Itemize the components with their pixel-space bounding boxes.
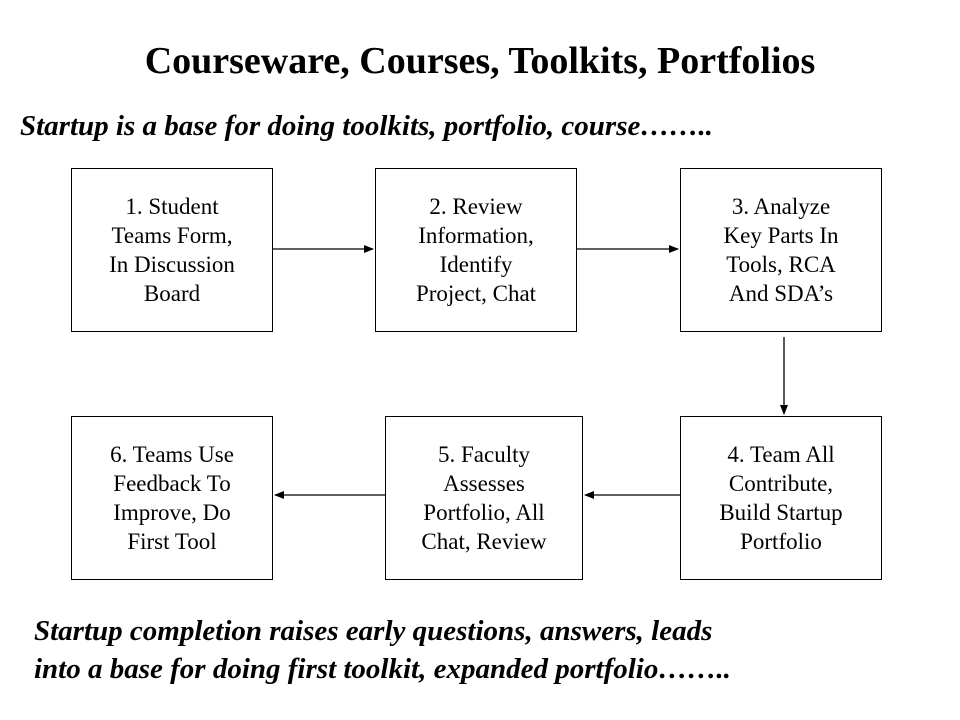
step-6-box: 6. Teams Use Feedback To Improve, Do First Tool — [71, 416, 273, 580]
step-5-box: 5. Faculty Assesses Portfolio, All Chat, Review — [385, 416, 583, 580]
footer-note — [34, 612, 934, 688]
footer-line-1: Startup completion raises early questions, answers, leads — [34, 615, 713, 647]
step-1-box: 1. Student Teams Form, In Discussion Board — [71, 168, 273, 332]
step-2-box: 2. Review Information, Identify Project, Chat — [375, 168, 577, 332]
footer-line-2: into a base for doing first toolkit, expanded portfolio…….. — [34, 653, 731, 685]
slide-subtitle: Startup is a base for doing toolkits, portfolio, course…….. — [20, 110, 713, 142]
step-4-box: 4. Team All Contribute, Build Startup Portfolio — [680, 416, 882, 580]
slide-title: Courseware, Courses, Toolkits, Portfolios — [144, 40, 816, 82]
step-3-box: 3. Analyze Key Parts In Tools, RCA And SDA’s — [680, 168, 882, 332]
